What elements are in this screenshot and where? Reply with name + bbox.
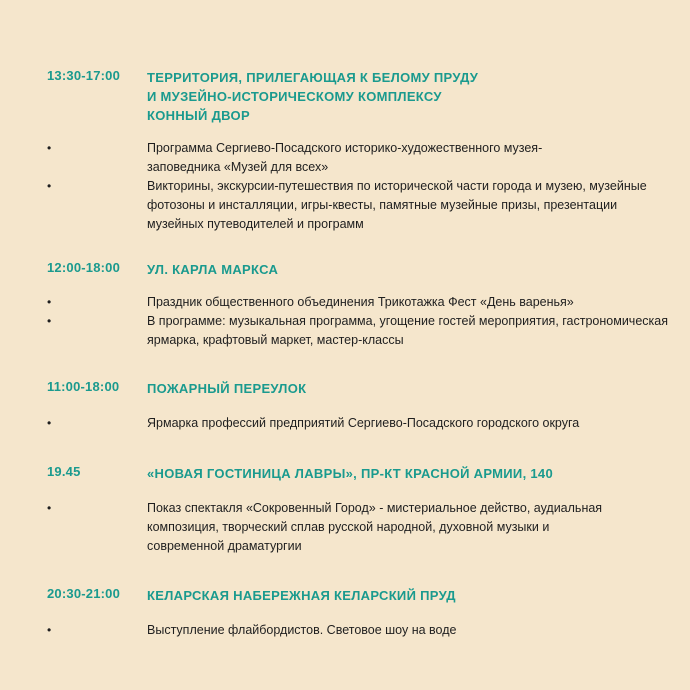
section-time: 19.45 (47, 464, 81, 479)
section-items (0, 499, 690, 556)
section-time: 13:30-17:00 (47, 68, 121, 83)
list-item (0, 499, 690, 556)
section-items (0, 621, 690, 640)
item-text: Праздник общественного объединения Трикотажка Фест «День варенья» (147, 295, 574, 309)
section-title-line: «НОВАЯ ГОСТИНИЦА ЛАВРЫ», ПР-КТ КРАСНОЙ АРМИИ, 140 (147, 466, 553, 481)
section-title (147, 260, 667, 279)
item-text: В программе: музыкальная программа, угощение гостей мероприятия, гастрономическая ярмарка, крафтовый маркет, мастер-классы (147, 314, 668, 347)
section-title-line: КОННЫЙ ДВОР (147, 108, 250, 123)
bullet-icon: • (47, 501, 52, 515)
item-text: Выступление флайбордистов. Световое шоу на воде (147, 623, 457, 637)
section-time: 12:00-18:00 (47, 260, 121, 275)
section-title-line: ПОЖАРНЫЙ ПЕРЕУЛОК (147, 381, 307, 396)
section-title-line: КЕЛАРСКАЯ НАБЕРЕЖНАЯ КЕЛАРСКИЙ ПРУД (147, 588, 456, 603)
section-items (0, 293, 690, 350)
section-title-line: ТЕРРИТОРИЯ, ПРИЛЕГАЮЩАЯ К БЕЛОМУ ПРУДУ (147, 70, 479, 85)
bullet-icon: • (47, 623, 52, 637)
section-time: 11:00-18:00 (47, 379, 120, 394)
section-title (147, 68, 667, 125)
section-title (147, 586, 667, 605)
item-text: Программа Сергиево-Посадского историко-художественного музея-заповедника «Музей для всех» (147, 141, 543, 174)
list-item (0, 293, 690, 312)
section-items (0, 414, 690, 433)
bullet-icon: • (47, 416, 52, 430)
section-title-line: И МУЗЕЙНО-ИСТОРИЧЕСКОМУ КОМПЛЕКСУ (147, 89, 442, 104)
section-title (147, 464, 667, 483)
list-item (0, 177, 690, 234)
list-item (0, 414, 690, 433)
section-title (147, 379, 667, 398)
bullet-icon: • (47, 295, 52, 309)
section-title-line: УЛ. КАРЛА МАРКСА (147, 262, 279, 277)
section-time: 20:30-21:00 (47, 586, 121, 601)
bullet-icon: • (47, 314, 52, 328)
bullet-icon: • (47, 179, 52, 193)
list-item (0, 139, 690, 177)
item-text: Ярмарка профессий предприятий Сергиево-Посадского городского округа (147, 416, 580, 430)
item-text: Показ спектакля «Сокровенный Город» - мистериальное действо, аудиальная композиция, творческий сплав русской народной, духовной музыки и современной драматургии (147, 501, 603, 553)
bullet-icon: • (47, 141, 52, 155)
list-item (0, 312, 690, 350)
section-items (0, 139, 690, 234)
list-item (0, 621, 690, 640)
item-text: Викторины, экскурсии-путешествия по исторической части города и музею, музейные фотозоны и инсталляции, игры-квесты, памятные музейные призы, презентации музейных путеводителей и программ (147, 179, 647, 231)
